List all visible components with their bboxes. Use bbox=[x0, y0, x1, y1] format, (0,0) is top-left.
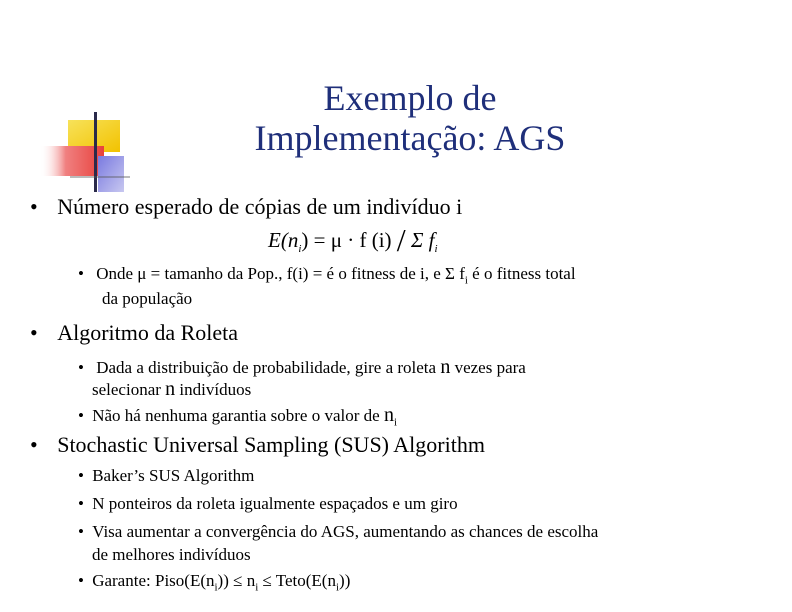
expected-copies-equation bbox=[268, 222, 438, 259]
bullet-2-sub-2-n: n bbox=[383, 404, 394, 426]
bullet-1-sub-1-sub: i bbox=[464, 274, 468, 287]
bullet-1 bbox=[30, 194, 462, 220]
bullet-2-sub-1-line-2-b: indivíduos bbox=[175, 380, 252, 399]
bullet-dot: • bbox=[30, 194, 38, 219]
bullet-3-sub-1 bbox=[78, 466, 254, 486]
bullet-3-sub-2 bbox=[78, 494, 458, 514]
eq-sum: Σ f bbox=[410, 228, 435, 252]
bullet-3-sub-4 bbox=[78, 571, 350, 593]
bullet-1-sub-1 bbox=[78, 264, 576, 286]
bullet-dot: • bbox=[30, 320, 38, 345]
eq-lhs: E(n bbox=[268, 228, 299, 252]
formula-part-c: ≤ Teto(E(n bbox=[258, 571, 336, 590]
bullet-2-sub-1-text-a: Dada a distribuição de probabilidade, gire a roleta bbox=[96, 358, 441, 377]
bullet-dot: • bbox=[78, 571, 84, 590]
formula-sub-2: i bbox=[255, 581, 259, 594]
bullet-dot: • bbox=[78, 406, 84, 425]
bullet-1-text: Número esperado de cópias de um indivíduo i bbox=[57, 194, 463, 219]
bullet-2-sub-1-line-2-a: selecionar bbox=[92, 380, 166, 399]
bullet-2-sub-1-n: n bbox=[440, 356, 451, 378]
formula-sub-3: i bbox=[335, 581, 340, 594]
bullet-2-sub-1-line-2-n: n bbox=[165, 378, 176, 400]
eq-lhs-sub: i bbox=[298, 243, 302, 256]
title-line-2: Implementação: AGS bbox=[254, 118, 566, 158]
bullet-3-sub-2-text: N ponteiros da roleta igualmente espaçados e um giro bbox=[92, 494, 458, 513]
bullet-3-sub-3 bbox=[78, 522, 598, 542]
floor-ceiling-formula bbox=[154, 571, 351, 594]
bullet-3-text: Stochastic Universal Sampling (SUS) Algorithm bbox=[57, 432, 485, 457]
bullet-2-sub-1-text-b: vezes para bbox=[450, 358, 526, 377]
bullet-3-sub-3-text: Visa aumentar a convergência do AGS, aumentando as chances de escolha bbox=[92, 522, 599, 541]
formula-part-d: )) bbox=[339, 571, 351, 590]
bullet-2-sub-2-text: Não há nenhuma garantia sobre o valor de bbox=[92, 406, 384, 425]
bullet-dot: • bbox=[78, 494, 84, 513]
bullet-dot: • bbox=[78, 466, 84, 485]
bullet-dot: • bbox=[78, 358, 84, 377]
bullet-2-sub-2-sub: i bbox=[393, 416, 397, 429]
bullet-3-sub-3-line-2: de melhores indivíduos bbox=[92, 545, 251, 564]
formula-part-a: Piso(E(n bbox=[154, 571, 215, 590]
bullet-2-sub-1-line-2 bbox=[92, 378, 251, 401]
fraction-slash: / bbox=[396, 222, 406, 258]
bullet-3 bbox=[30, 432, 485, 458]
bullet-2-text: Algoritmo da Roleta bbox=[57, 320, 239, 345]
formula-part-b: )) ≤ n bbox=[217, 571, 256, 590]
bullet-dot: • bbox=[78, 264, 84, 283]
bullet-3-sub-1-text: Baker’s SUS Algorithm bbox=[92, 466, 255, 485]
bullet-2-sub-2 bbox=[78, 404, 397, 428]
eq-rhs: ) = μ · f (i) bbox=[301, 228, 392, 252]
bullet-2 bbox=[30, 320, 238, 346]
bullet-1-sub-1-text-a: Onde μ = tamanho da Pop., f(i) = é o fitness de i, e Σ f bbox=[96, 264, 465, 283]
bullet-1-sub-1-line-2: da população bbox=[102, 289, 193, 308]
bullet-3-sub-4-label: Garante: bbox=[92, 571, 155, 590]
title-line-1: Exemplo de bbox=[323, 78, 497, 118]
formula-sub-1: i bbox=[214, 581, 218, 594]
bullet-dot: • bbox=[30, 432, 38, 457]
bullet-2-sub-1 bbox=[78, 356, 526, 379]
bullet-1-sub-1-text-b: é o fitness total bbox=[467, 264, 576, 283]
decorative-squares-logo bbox=[40, 110, 140, 200]
eq-sum-sub: i bbox=[434, 243, 438, 256]
page-title bbox=[190, 78, 630, 158]
bullet-dot: • bbox=[78, 522, 84, 541]
